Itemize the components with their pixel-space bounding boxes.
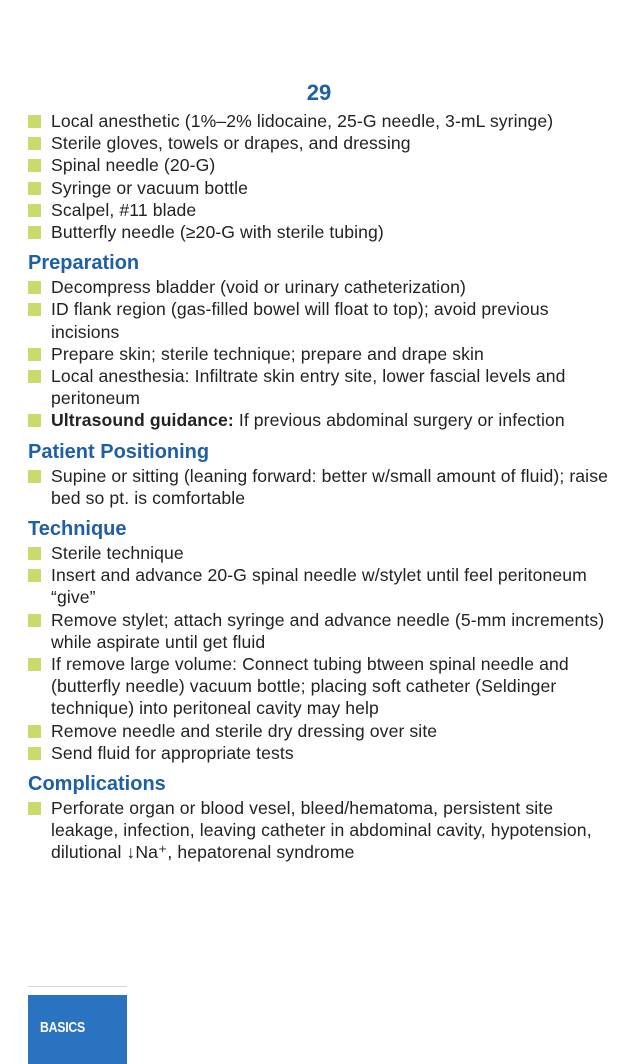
list-item	[28, 110, 618, 132]
list-item	[28, 653, 618, 720]
patient-positioning-list	[28, 465, 618, 509]
list-item-text: Prepare skin; sterile technique; prepare and drape skin	[51, 343, 484, 364]
list-item-text: Send fluid for appropriate tests	[51, 742, 294, 763]
square-bullet-icon	[28, 547, 41, 560]
square-bullet-icon	[28, 747, 41, 760]
list-item-text: Remove stylet; attach syringe and advance needle (5-mm increments) while aspirate until get fluid	[51, 609, 605, 652]
list-item-text: Butterfly needle (≥20-G with sterile tubing)	[51, 222, 384, 243]
list-item-text: Syringe or vacuum bottle	[51, 177, 249, 198]
square-bullet-icon	[28, 414, 41, 427]
basics-tab-label: BASICS	[40, 1019, 85, 1036]
list-item-text: Spinal needle (20-G)	[51, 155, 216, 176]
list-item-text: If previous abdominal surgery or infection	[233, 410, 565, 431]
preparation-list	[28, 276, 618, 431]
basics-section-tab	[28, 995, 127, 1064]
list-item	[28, 132, 618, 154]
list-item-text: ID flank region (gas-filled bowel will float to top); avoid previous incisions	[51, 299, 549, 342]
list-item	[28, 154, 618, 176]
square-bullet-icon	[28, 226, 41, 239]
square-bullet-icon	[28, 115, 41, 128]
list-item-text: Sterile gloves, towels or drapes, and dressing	[51, 133, 411, 154]
technique-heading: Technique	[28, 518, 127, 541]
list-item-text: Scalpel, #11 blade	[51, 199, 197, 220]
page-content	[28, 110, 618, 864]
list-item-text: Insert and advance 20-G spinal needle w/stylet until feel peritoneum “give”	[51, 565, 587, 608]
list-item-text: Supine or sitting (leaning forward: better w/small amount of fluid); raise bed so pt. is comfortable	[51, 465, 608, 508]
list-item	[28, 542, 618, 564]
square-bullet-icon	[28, 370, 41, 383]
square-bullet-icon	[28, 569, 41, 582]
square-bullet-icon	[28, 725, 41, 738]
list-item	[28, 221, 618, 243]
square-bullet-icon	[28, 348, 41, 361]
square-bullet-icon	[28, 281, 41, 294]
list-item	[28, 343, 618, 365]
square-bullet-icon	[28, 802, 41, 815]
list-item	[28, 199, 618, 221]
square-bullet-icon	[28, 470, 41, 483]
list-item	[28, 742, 618, 764]
list-item-text: Sterile technique	[51, 543, 184, 564]
equipment-list	[28, 110, 618, 243]
list-item	[28, 609, 618, 653]
list-item-text: If remove large volume: Connect tubing btween spinal needle and (butterfly needle) vacuum bottle; placing soft catheter (Seldinger technique) into peritoneal cavity may help	[51, 654, 569, 719]
page-number: 29	[306, 80, 332, 105]
square-bullet-icon	[28, 159, 41, 172]
list-item-text: Local anesthetic (1%–2% lidocaine, 25-G needle, 3-mL syringe)	[51, 111, 554, 131]
list-item-text: Perforate organ or blood vesel, bleed/hematoma, persistent site leakage, infection, leaving catheter in abdominal cavity, hypotension, dilutional ↓Na⁺, hepatorenal syndrome	[51, 798, 592, 863]
patient-positioning-heading: Patient Positioning	[28, 440, 210, 463]
square-bullet-icon	[28, 614, 41, 627]
preparation-heading: Preparation	[28, 252, 140, 275]
footer-divider	[28, 986, 127, 987]
list-item-text: Remove needle and sterile dry dressing over site	[51, 720, 438, 741]
square-bullet-icon	[28, 137, 41, 150]
list-item	[28, 298, 618, 342]
list-item	[28, 564, 618, 608]
technique-list	[28, 542, 618, 764]
square-bullet-icon	[28, 303, 41, 316]
square-bullet-icon	[28, 182, 41, 195]
square-bullet-icon	[28, 658, 41, 671]
list-item	[28, 797, 618, 864]
list-item	[28, 365, 618, 409]
list-item	[28, 720, 618, 742]
list-item	[28, 409, 618, 431]
list-item-text: Decompress bladder (void or urinary catheterization)	[51, 277, 466, 298]
list-item-bold-lead: Ultrasound guidance:	[51, 410, 234, 431]
complications-list	[28, 797, 618, 864]
list-item	[28, 276, 618, 298]
list-item	[28, 465, 618, 509]
complications-heading: Complications	[28, 773, 166, 796]
list-item	[28, 177, 618, 199]
square-bullet-icon	[28, 204, 41, 217]
list-item-text: Local anesthesia: Infiltrate skin entry site, lower fascial levels and peritoneum	[51, 366, 566, 409]
